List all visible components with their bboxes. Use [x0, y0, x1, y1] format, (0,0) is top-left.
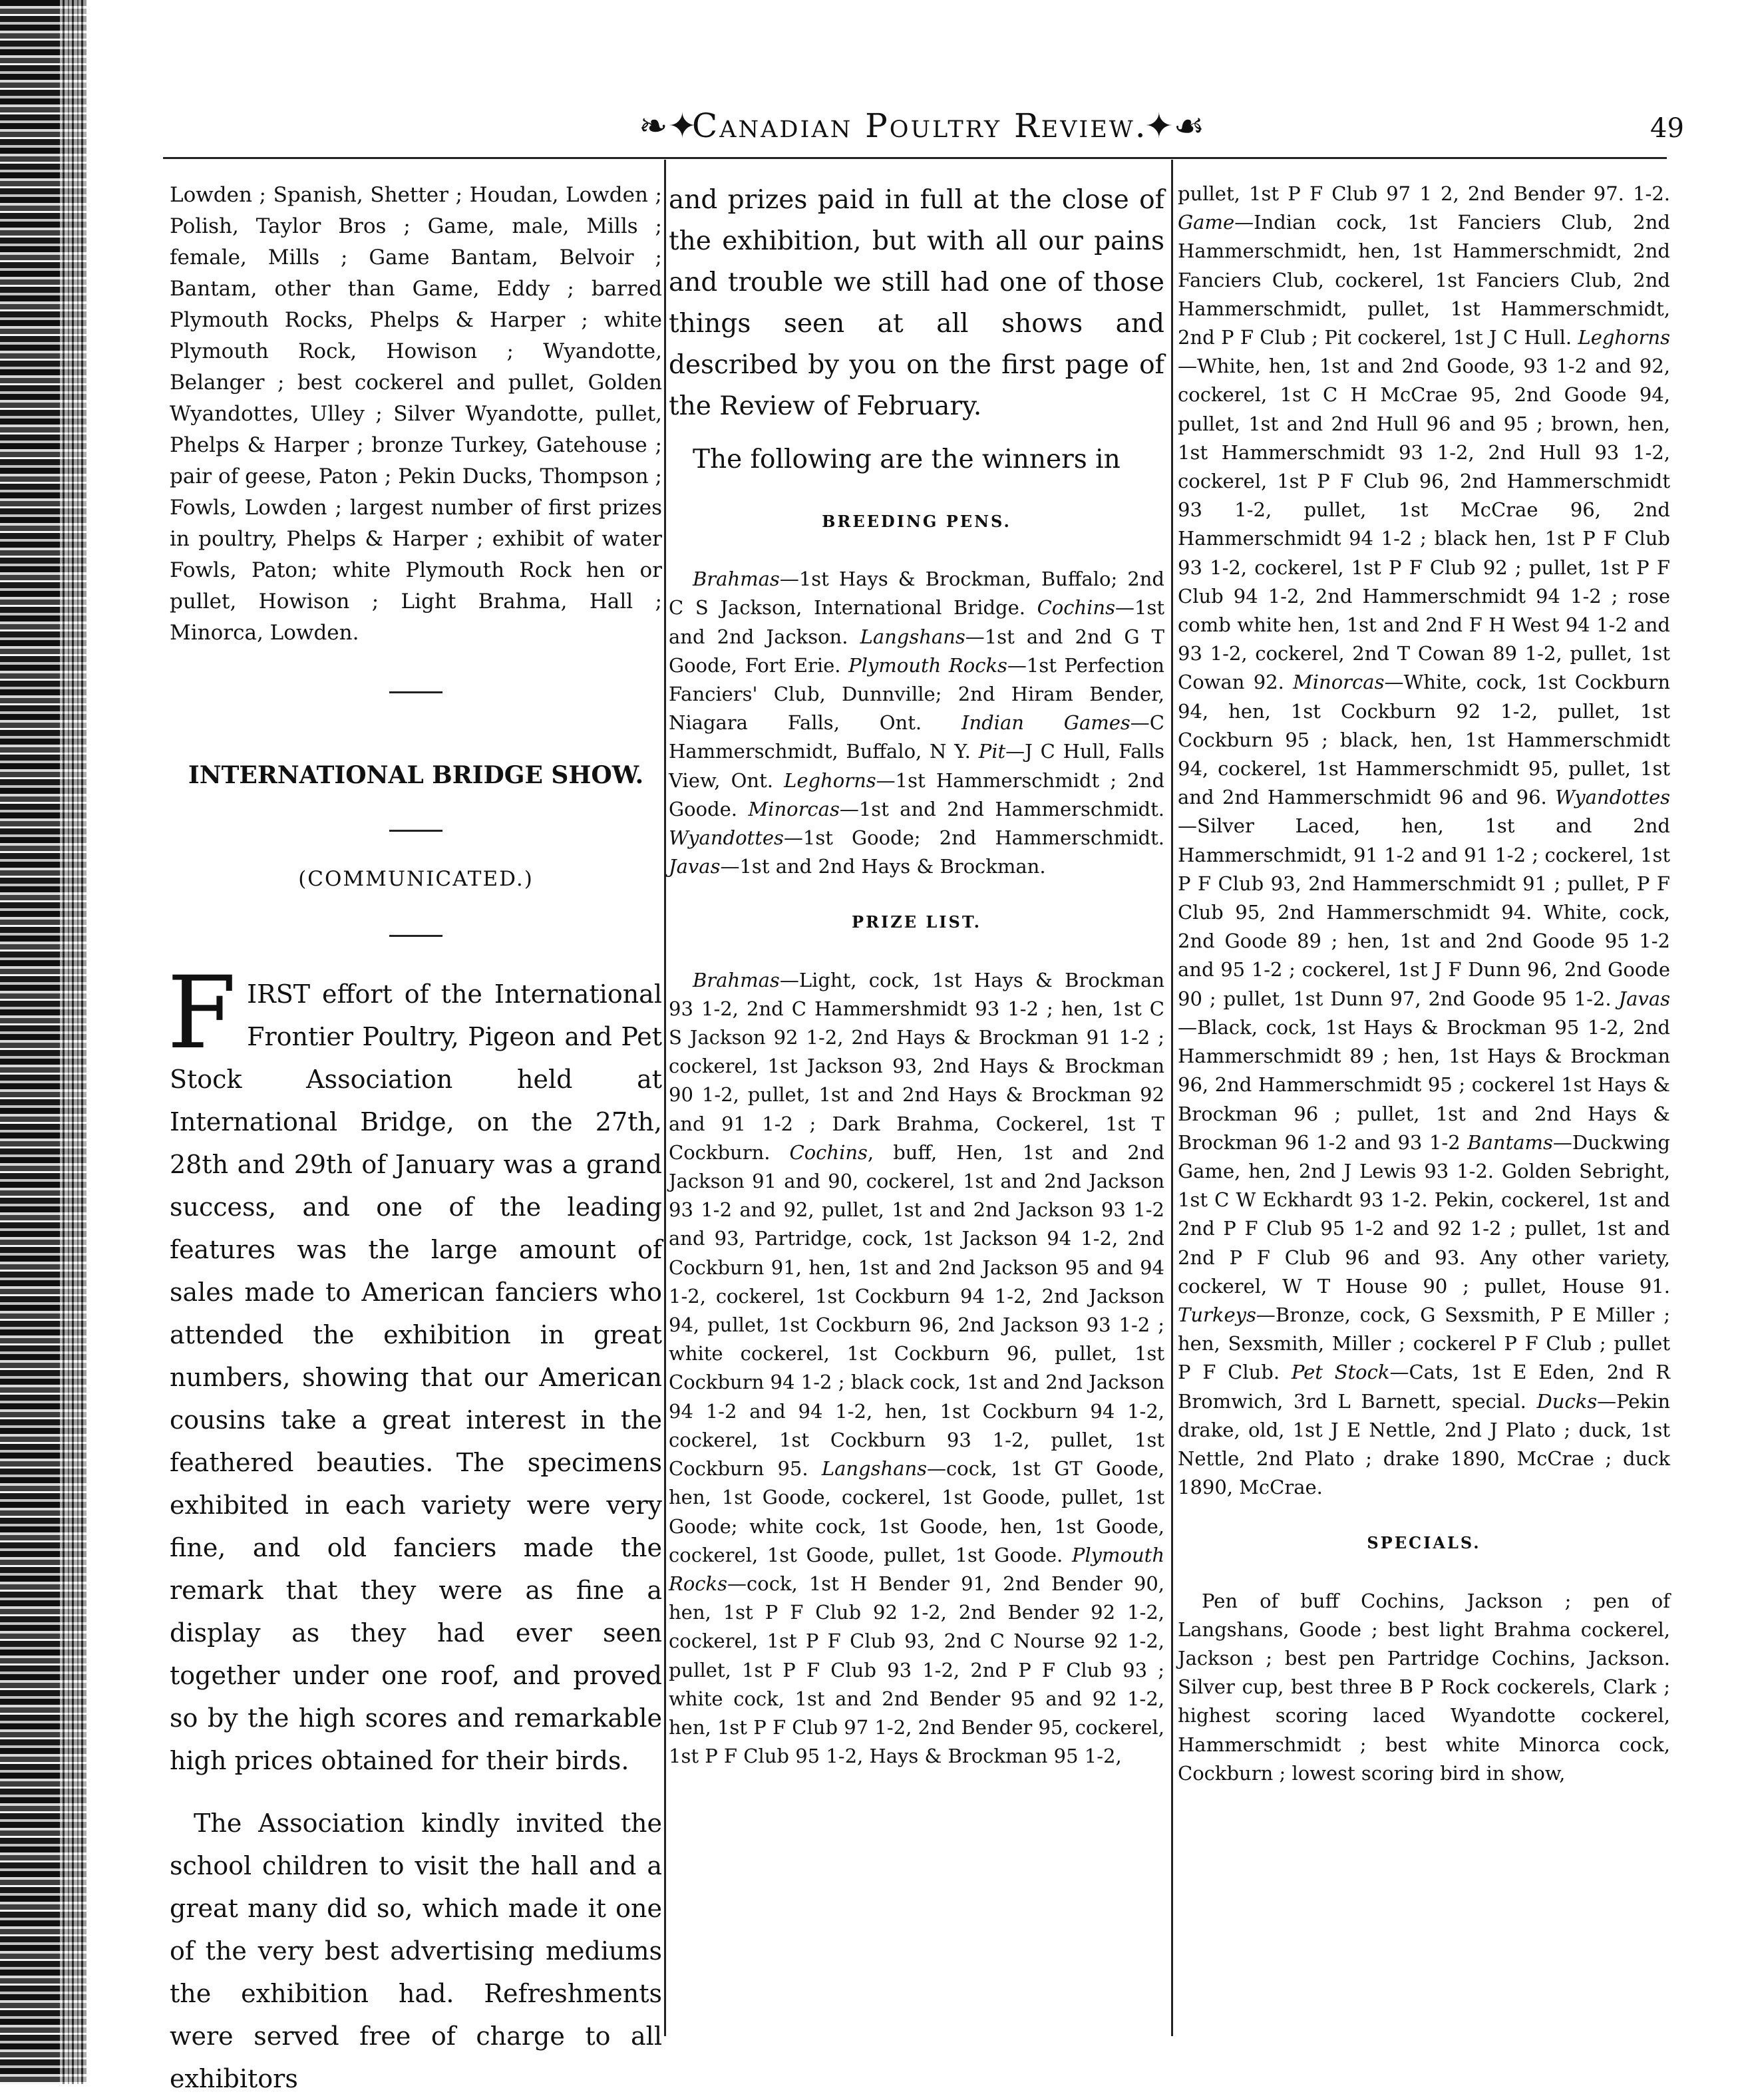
divider	[389, 935, 442, 937]
article-subheading: (COMMUNICATED.)	[298, 867, 534, 891]
breeding-pens-list: Brahmas—1st Hays & Brockman, Buffalo; 2nd C S Jackson, International Bridge. Cochins—1st and 2nd Jackson. Langshans—1st and 2nd G T Goode, Fort Erie. Plymouth Rocks—1st Perfection Fanciers' Club, Dunnville; 2nd Hiram Bender, Niagara Falls, Ont. Indian Games—C Hammerschmidt, Buffalo, N Y. Pit—J C Hull, Falls View, Ont. Leghorns—1st Hammerschmidt ; 2nd Goode. Minorcas—1st and 2nd Hammerschmidt. Wyandottes—1st Goode; 2nd Hammerschmidt. Javas—1st and 2nd Hays & Brockman.	[669, 568, 1165, 878]
article-heading: INTERNATIONAL BRIDGE SHOW.	[188, 761, 644, 789]
column-1	[167, 180, 662, 2100]
divider	[389, 691, 442, 693]
column-2-paragraph-2: The following are the winners in	[693, 444, 1121, 474]
column-2-paragraph-1: and prizes paid in full at the close of the exhibition, but with all our pains and trouble we still had one of those things seen at all shows and described by you on the first page of the Review of February.	[669, 185, 1164, 421]
article-paragraph-2: The Association kindly invited the school children to visit the hall and a great many did so, which made it one of the very best advertising mediums the exhibition had. Refreshments were served free of charge to all exhibitors	[170, 1809, 662, 2093]
scanned-binding-edge	[0, 0, 87, 2084]
column-2	[669, 180, 1164, 1771]
page-number: 49	[1650, 113, 1684, 144]
masthead-title: Canadian Poultry Review.	[692, 106, 1148, 145]
specials-list: Pen of buff Cochins, Jackson ; pen of Langshans, Goode ; best light Brahma cockerel, Jackson ; best pen Partridge Cochins, Jackson. Silver cup, best three B P Rock cockerels, Clark ; highest scoring laced Wyandotte cockerel, Hammerschmidt ; best white Minorca cock, Cockburn ; lowest scoring bird in show,	[1178, 1589, 1670, 1785]
column-rule-2	[1171, 160, 1173, 2036]
ornament-right-icon: ✦☙	[1144, 106, 1205, 146]
column-1-intro: Lowden ; Spanish, Shetter ; Houdan, Lowden ; Polish, Taylor Bros ; Game, male, Mills ; female, Mills ; Game Bantam, Belvoir ; Bantam, other than Game, Eddy ; barred Plymouth Rocks, Phelps & Harper ; white Plymouth Rock, Howison ; Wyandotte, Belanger ; best cockerel and pullet, Golden Wyandottes, Ulley ; Silver Wyandotte, pullet, Phelps & Harper ; bronze Turkey, Gatehouse ; pair of geese, Paton ; Pekin Ducks, Thompson ; Fowls, Lowden ; largest number of first prizes in poultry, Phelps & Harper ; exhibit of water Fowls, Paton; white Plymouth Rock hen or pullet, Howison ; Light Brahma, Hall ; Minorca, Lowden.	[170, 183, 662, 645]
specials-heading: SPECIALS.	[1367, 1533, 1481, 1553]
prize-list-continued: pullet, 1st P F Club 97 1 2, 2nd Bender 97. 1-2. Game—Indian cock, 1st Fanciers Club, 2nd Hammerschmidt, hen, 1st Hammerschmidt, 2nd Fanciers Club, cockerel, 1st Fanciers Club, 2nd Hammerschmidt, pullet, 1st Hammerschmidt, 2nd P F Club ; Pit cockerel, 1st J C Hull. Leghorns—White, hen, 1st and 2nd Goode, 93 1-2 and 92, cockerel, 1st C H McCrae 95, 2nd Goode 94, pullet, 1st and 2nd Hull 96 and 95 ; brown, hen, 1st Hammerschmidt 93 1-2, 2nd Hull 93 1-2, cockerel, 1st P F Club 96, 2nd Hammerschmidt 93 1-2, pullet, 1st McCrae 96, 2nd Hammerschmidt 94 1-2 ; black hen, 1st P F Club 93 1-2, cockerel, 1st P F Club 92 ; pullet, 1st P F Club 94 1-2, 2nd Hammerschmidt 94 1-2 ; rose comb white hen, 1st and 2nd F H West 94 1-2 and 93 1-2, cockerel, 2nd T Cowan 89 1-2, pullet, 1st Cowan 92. Minorcas—White, cock, 1st Cockburn 94, hen, 1st Cockburn 92 1-2, pullet, 1st Cockburn 95 ; black, hen, 1st Hammerschmidt 94, cockerel, 1st Hammerschmidt 95, pullet, 1st and 2nd Hammerschmidt 96 and 96. Wyandottes—Silver Laced, hen, 1st and 2nd Hammerschmidt, 91 1-2 and 91 1-2 ; cockerel, 1st P F Club 93, 2nd Hammerschmidt 91 ; pullet, P F Club 95, 2nd Hammerschmidt 94. White, cock, 2nd Goode 89 ; hen, 1st and 2nd Goode 95 1-2 and 95 1-2 ; cockerel, 1st J F Dunn 96, 2nd Goode 90 ; pullet, 1st Dunn 97, 2nd Goode 95 1-2. Javas—Black, cock, 1st Hays & Brockman 95 1-2, 2nd Hammerschmidt 89 ; hen, 1st Hays & Brockman 96, 2nd Hammerschmidt 95 ; cockerel 1st Hays & Brockman 96 ; pullet, 1st and 2nd Hays & Brockman 96 1-2 and 93 1-2 Bantams—Duckwing Game, hen, 2nd J Lewis 93 1-2. Golden Sebright, 1st C W Eckhardt 93 1-2. Pekin, cockerel, 1st and 2nd P F Club 95 1-2 and 92 1-2 ; pullet, 1st and 2nd P F Club 96 and 93. Any other variety, cockerel, W T House 90 ; pullet, House 91. Turkeys—Bronze, cock, G Sexsmith, P E Miller ; hen, Sexsmith, Miller ; cockerel P F Club ; pullet P F Club. Pet Stock—Cats, 1st E Eden, 2nd R Bromwich, 3rd L Barnett, special. Ducks—Pekin drake, old, 1st J E Nettle, 2nd J Plato ; duck, 1st Nettle, 2nd Plato ; drake 1890, McCrae ; duck 1890, McCrae.	[1178, 182, 1670, 1499]
header-rule	[163, 157, 1667, 159]
article-paragraph-1: FIRST effort of the International Frontier Poultry, Pigeon and Pet Stock Association held at International Bridge, on the 27th, 28th and 29th of January was a grand success, and one of the leading features was the large amount of sales made to American fanciers who attended the exhibition in great numbers, showing that our American cousins take a great interest in the feathered beauties. The specimens exhibited in each variety were very fine, and old fanciers made the remark that they were as fine a display as they had ever seen together under one roof, and proved so by the high scores and remarkable high prices obtained for their birds.	[167, 956, 662, 1775]
drop-cap: F	[167, 956, 237, 1071]
divider	[389, 830, 442, 832]
masthead	[639, 93, 1205, 153]
breeding-pens-heading: BREEDING PENS.	[822, 512, 1011, 531]
prize-list: Brahmas—Light, cock, 1st Hays & Brockman 93 1-2, 2nd C Hammershmidt 93 1-2 ; hen, 1st C S Jackson 92 1-2, 2nd Hays & Brockman 91 1-2 ; cockerel, 1st Jackson 93, 2nd Hays & Brockman 90 1-2, pullet, 1st and 2nd Hays & Brockman 92 and 91 1-2 ; Dark Brahma, Cockerel, 1st T Cockburn. Cochins, buff, Hen, 1st and 2nd Jackson 91 and 90, cockerel, 1st and 2nd Jackson 93 1-2 and 92, pullet, 1st and 2nd Jackson 93 1-2 and 93, Partridge, cock, 1st Jackson 94 1-2, 2nd Cockburn 91, hen, 1st and 2nd Jackson 95 and 94 1-2, cockerel, 1st Cockburn 94 1-2, 2nd Jackson 94, pullet, 1st Cockburn 96, 2nd Jackson 93 1-2 ; white cockerel, 1st Cockburn 96, pullet, 1st Cockburn 94 1-2 ; black cock, 1st and 2nd Jackson 94 1-2 and 94 1-2, hen, 1st Cockburn 94 1-2, cockerel, 1st Cockburn 93 1-2, pullet, 1st Cockburn 95. Langshans—cock, 1st GT Goode, hen, 1st Goode, cockerel, 1st Goode, pullet, 1st Goode; white cock, 1st Goode, hen, 1st Goode, cockerel, 1st Goode, pullet, 1st Goode. Plymouth Rocks—cock, 1st H Bender 91, 2nd Bender 90, hen, 1st P F Club 92 1-2, 2nd Bender 92 1-2, cockerel, 1st P F Club 93, 2nd C Nourse 92 1-2, pullet, 1st P F Club 93 1-2, 2nd P F Club 93 ; white cock, 1st and 2nd Bender 95 and 92 1-2, hen, 1st P F Club 97 1-2, 2nd Bender 95, cockerel, 1st P F Club 95 1-2, Hays & Brockman 95 1-2,	[669, 968, 1164, 1768]
ornament-left-icon: ❧✦	[639, 106, 697, 146]
prize-list-heading: PRIZE LIST.	[852, 912, 981, 932]
column-rule-1	[664, 160, 666, 2036]
column-3	[1178, 180, 1670, 1788]
